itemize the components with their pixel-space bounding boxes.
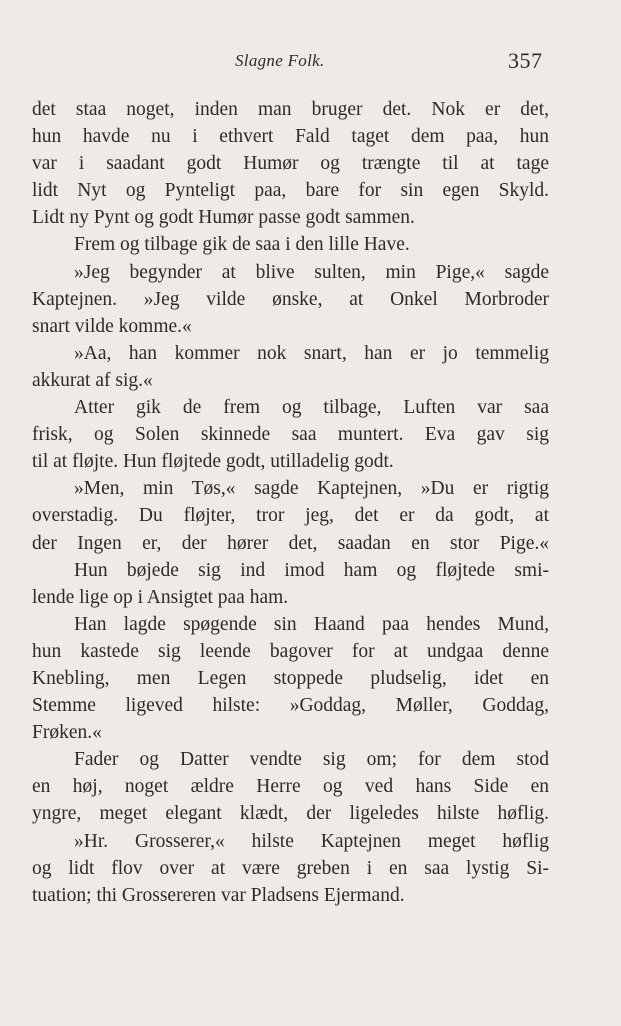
text-line: akkurat af sig.«	[32, 369, 153, 391]
text-line: tuation; thi Grossereren var Pladsens Ejermand.	[32, 884, 405, 906]
running-title: Slagne Folk.	[235, 51, 325, 70]
text-line: overstadig. Du fløjter, tror jeg, det er da godt, at	[32, 505, 549, 527]
text-line: lende lige op i Ansigtet paa ham.	[32, 586, 289, 608]
text-line: en høj, noget ældre Herre og ved hans Side en	[32, 776, 549, 798]
page-number: 357	[508, 48, 543, 73]
text-line: Stemme ligeved hilste: »Goddag, Møller, Goddag,	[32, 695, 549, 717]
text-line: og lidt flov over at være greben i en saa lystig Si-	[32, 857, 549, 879]
text-line: Kaptejnen. »Jeg vilde ønske, at Onkel Morbroder	[32, 288, 549, 310]
text-line: Lidt ny Pynt og godt Humør passe godt sammen.	[32, 207, 415, 229]
text-line: snart vilde komme.«	[32, 315, 192, 337]
body-text	[32, 96, 549, 909]
text-line: til at fløjte. Hun fløjtede godt, utilladelig godt.	[32, 451, 394, 473]
text-line: Frøken.«	[32, 722, 102, 744]
text-line: hun havde nu i ethvert Fald taget dem paa, hun	[32, 126, 549, 148]
text-line: »Jeg begynder at blive sulten, min Pige,« sagde	[74, 261, 549, 283]
text-line: »Men, min Tøs,« sagde Kaptejnen, »Du er rigtig	[74, 478, 549, 500]
text-line: Hun bøjede sig ind imod ham og fløjtede smi-	[74, 559, 549, 581]
text-line: Frem og tilbage gik de saa i den lille Have.	[74, 234, 410, 256]
text-line: Han lagde spøgende sin Haand paa hendes Mund,	[74, 613, 549, 635]
text-line: det staa noget, inden man bruger det. Nok er det,	[32, 99, 549, 120]
text-line: Fader og Datter vendte sig om; for dem stod	[74, 749, 549, 771]
text-line: yngre, meget elegant klædt, der ligeledes hilste høflig.	[32, 803, 549, 825]
text-line: Atter gik de frem og tilbage, Luften var saa	[74, 397, 549, 419]
running-head	[0, 48, 621, 78]
text-line: der Ingen er, der hører det, saadan en stor Pige.«	[32, 532, 549, 554]
text-line: var i saadant godt Humør og trængte til at tage	[32, 153, 549, 175]
text-line: frisk, og Solen skinnede saa muntert. Eva gav sig	[32, 424, 549, 446]
text-line: Knebling, men Legen stoppede pludselig, idet en	[32, 667, 549, 689]
text-line: lidt Nyt og Pynteligt paa, bare for sin egen Skyld.	[32, 180, 549, 202]
text-line: »Hr. Grosserer,« hilste Kaptejnen meget høflig	[74, 830, 549, 852]
text-line: hun kastede sig leende bagover for at undgaa denne	[32, 640, 549, 662]
text-line: »Aa, han kommer nok snart, han er jo temmelig	[74, 342, 549, 364]
